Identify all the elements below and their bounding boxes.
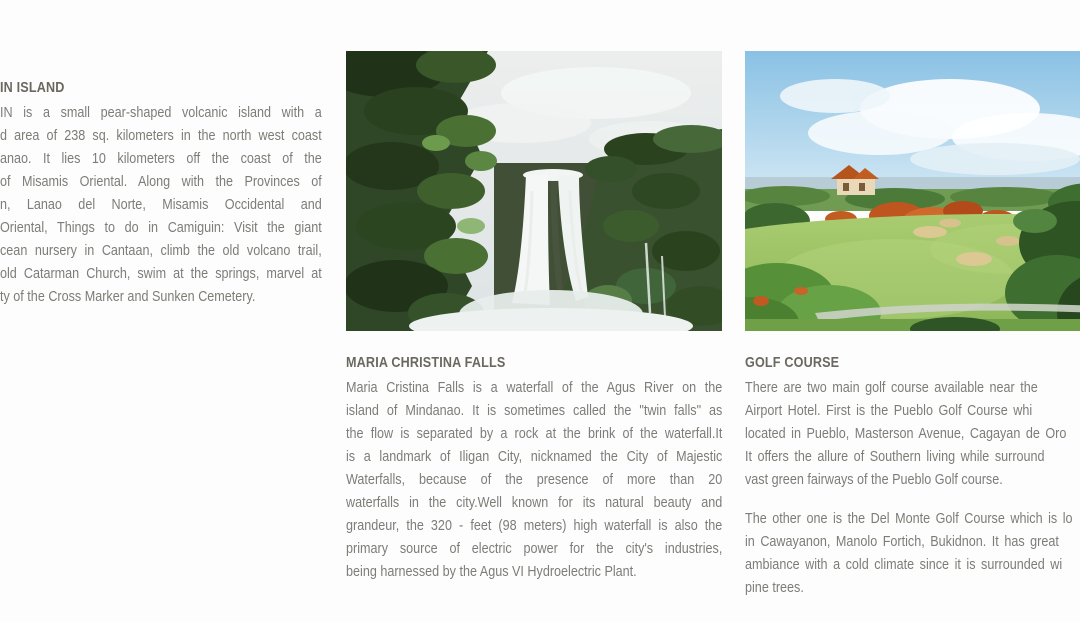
card-text-block bbox=[0, 79, 322, 308]
text-line: d area of 238 sq. kilometers in the north west coast bbox=[0, 127, 322, 144]
section-text bbox=[0, 101, 322, 308]
card-golf-course bbox=[745, 51, 1080, 599]
text-line: vast green fairways of the Pueblo Golf course. bbox=[745, 471, 1003, 488]
text-line: cean nursery in Cantaan, climb the old volcano trail, bbox=[0, 242, 322, 259]
text-line: Waterfalls, because of the presence of more than 20 bbox=[346, 471, 723, 488]
text-line: located in Pueblo, Masterson Avenue, Cagayan de Oro bbox=[745, 425, 1067, 442]
text-line: There are two main golf course available near the bbox=[745, 379, 1038, 396]
paragraph bbox=[0, 101, 322, 308]
text-line: island of Mindanao. It is sometimes called the "twin falls" as bbox=[346, 402, 723, 419]
text-line: Airport Hotel. First is the Pueblo Golf Course whi bbox=[745, 402, 1033, 419]
text-line: being harnessed by the Agus VI Hydroelectric Plant. bbox=[346, 563, 637, 580]
text-line: waterfalls in the city.Well known for its natural beauty and bbox=[346, 494, 723, 511]
section-heading: GOLF COURSE bbox=[745, 354, 840, 371]
section-heading: MARIA CHRISTINA FALLS bbox=[346, 354, 506, 371]
text-line: the flow is separated by a rock at the brink of the waterfall.It bbox=[346, 425, 723, 442]
golf-course-photo bbox=[745, 51, 1080, 331]
card-camiguin-island bbox=[0, 79, 322, 308]
text-line: in Cawayanon, Manolo Fortich, Bukidnon. It has great bbox=[745, 533, 1059, 550]
section-text bbox=[745, 376, 1080, 599]
card-maria-christina-falls bbox=[346, 51, 722, 583]
waterfall-illustration bbox=[346, 51, 722, 331]
card-text-block bbox=[346, 354, 722, 583]
text-line: of Misamis Oriental. Along with the Provinces of bbox=[0, 173, 322, 190]
card-text-block bbox=[745, 354, 1080, 599]
text-line: grandeur, the 320 - feet (98 meters) high waterfall is also the bbox=[346, 517, 723, 534]
text-line: The other one is the Del Monte Golf Course which is lo bbox=[745, 510, 1073, 527]
text-line: Oriental, Things to do in Camiguin: Visit the giant bbox=[0, 219, 322, 236]
text-line: is a landmark of Iligan City, nicknamed the City of Majestic bbox=[346, 448, 723, 465]
text-line: ambiance with a cold climate since it is surrounded wi bbox=[745, 556, 1063, 573]
paragraph bbox=[346, 376, 722, 583]
section-text bbox=[346, 376, 722, 583]
text-line: n, Lanao del Norte, Misamis Occidental and bbox=[0, 196, 322, 213]
text-line: anao. It lies 10 kilometers off the coast of the bbox=[0, 150, 322, 167]
maria-cristina-falls-photo bbox=[346, 51, 722, 331]
text-line: IN is a small pear-shaped volcanic island with a bbox=[0, 104, 322, 121]
text-line: ty of the Cross Marker and Sunken Cemetery. bbox=[0, 288, 256, 305]
text-line: Maria Cristina Falls is a waterfall of the Agus River on the bbox=[346, 379, 723, 396]
text-line: pine trees. bbox=[745, 579, 804, 596]
section-heading: IN ISLAND bbox=[0, 79, 65, 96]
text-line: primary source of electric power for the city's industries, bbox=[346, 540, 723, 557]
text-line: It offers the allure of Southern living while surround bbox=[745, 448, 1045, 465]
golf-course-illustration bbox=[745, 51, 1080, 331]
paragraph bbox=[745, 507, 1080, 599]
text-line: old Catarman Church, swim at the springs, marvel at bbox=[0, 265, 322, 282]
paragraph bbox=[745, 376, 1080, 491]
